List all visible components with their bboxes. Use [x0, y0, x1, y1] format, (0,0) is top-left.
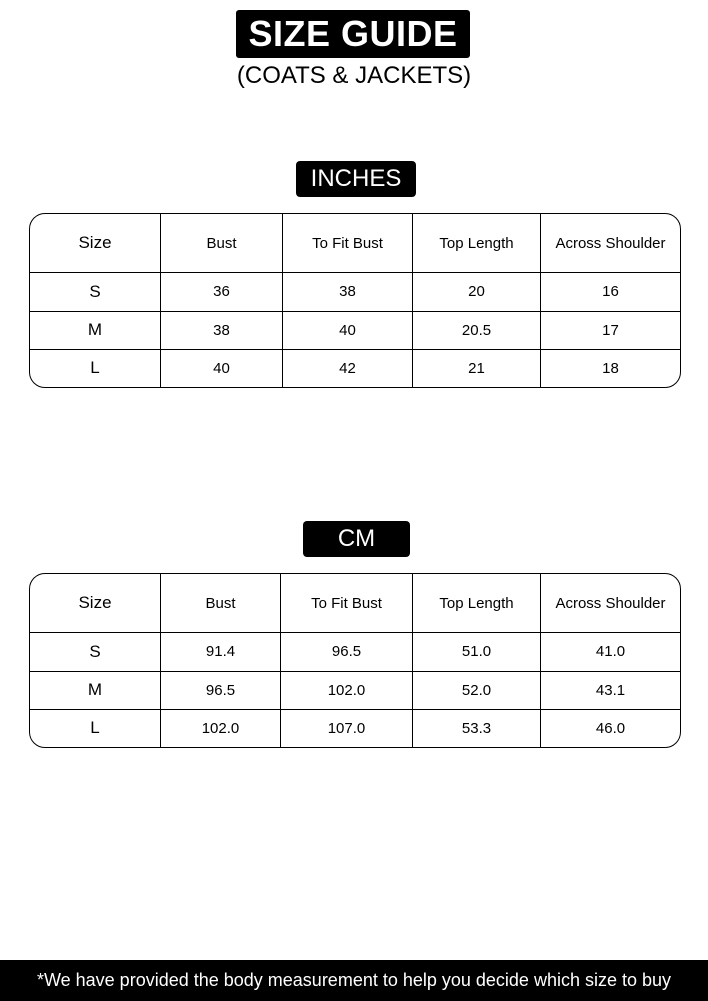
- table-cell: 102.0: [281, 672, 413, 710]
- table-row: [30, 273, 680, 311]
- table-cell: 51.0: [413, 633, 541, 671]
- cm-size-table: [29, 573, 681, 748]
- table-row: [30, 350, 680, 387]
- column-header: Size: [30, 214, 161, 273]
- table-header-row: [30, 574, 680, 633]
- table-cell: 16: [541, 273, 680, 311]
- table-row: [30, 312, 680, 350]
- table-cell: 38: [161, 312, 283, 350]
- table-cell: 40: [283, 312, 413, 350]
- cm-section-label: CM: [303, 521, 410, 557]
- table-cell: 20: [413, 273, 541, 311]
- table-cell: 46.0: [595, 719, 626, 737]
- table-row: [30, 710, 680, 747]
- table-cell: 102.0: [161, 710, 281, 747]
- footer-note: *We have provided the body measurement to help you decide which size to buy: [0, 960, 708, 1001]
- table-cell: 42: [283, 350, 413, 387]
- column-header: Size: [30, 574, 161, 633]
- inches-section-label: INCHES: [296, 161, 416, 197]
- size-cell: S: [30, 633, 161, 671]
- table-cell: 36: [161, 273, 283, 311]
- column-header: Across Shoulder: [541, 574, 680, 633]
- table-cell: 53.3: [413, 710, 541, 747]
- size-cell: M: [30, 312, 161, 350]
- size-cell: L: [30, 710, 161, 747]
- table-cell: 96.5: [281, 633, 413, 671]
- table-cell: 40: [161, 350, 283, 387]
- size-cell: S: [30, 273, 161, 311]
- table-cell: 43.1: [541, 672, 680, 710]
- table-cell: 18: [602, 359, 619, 377]
- column-header: Top Length: [413, 214, 541, 273]
- column-header: To Fit Bust: [281, 574, 413, 633]
- column-header: Top Length: [413, 574, 541, 633]
- column-header: To Fit Bust: [283, 214, 413, 273]
- size-cell: L: [30, 350, 161, 387]
- size-cell: M: [30, 672, 161, 710]
- table-cell: 96.5: [161, 672, 281, 710]
- inches-size-table: [29, 213, 681, 388]
- page-title: SIZE GUIDE: [236, 10, 470, 58]
- table-cell: 52.0: [413, 672, 541, 710]
- column-header: Across Shoulder: [541, 214, 680, 273]
- table-row: [30, 672, 680, 710]
- table-cell: 38: [283, 273, 413, 311]
- table-row: [30, 633, 680, 671]
- page-subtitle: (COATS & JACKETS): [236, 62, 472, 89]
- table-cell: 21: [413, 350, 541, 387]
- table-cell: 107.0: [281, 710, 413, 747]
- table-cell: 41.0: [541, 633, 680, 671]
- column-header: Bust: [161, 214, 283, 273]
- table-cell: 20.5: [413, 312, 541, 350]
- table-header-row: [30, 214, 680, 273]
- table-cell: 17: [541, 312, 680, 350]
- table-cell: 91.4: [161, 633, 281, 671]
- column-header: Bust: [161, 574, 281, 633]
